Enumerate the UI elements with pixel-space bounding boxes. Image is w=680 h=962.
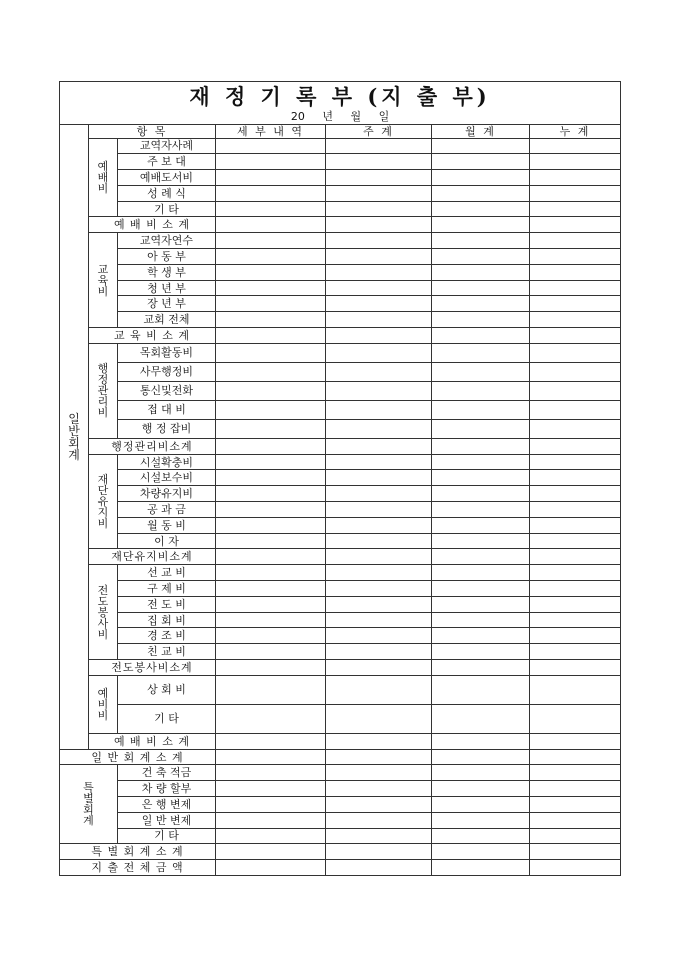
item-label: 선 교 비 — [118, 565, 216, 581]
amount-cell-cumulative[interactable] — [530, 470, 621, 486]
special-item-label: 건 축 적금 — [118, 765, 216, 781]
item-label: 통신및전화 — [118, 381, 216, 400]
amount-cell-detail[interactable] — [216, 581, 326, 597]
vertical-label — [89, 363, 117, 418]
amount-cell-cumulative[interactable] — [530, 844, 621, 860]
grand-total-label: 지 출 전 체 금 액 — [60, 860, 216, 876]
amount-cell-weekly[interactable] — [326, 812, 432, 828]
amount-cell-monthly[interactable] — [432, 733, 530, 749]
item-label: 친 교 비 — [118, 644, 216, 660]
amount-cell-weekly[interactable] — [326, 660, 432, 676]
amount-cell-detail[interactable] — [216, 280, 326, 296]
amount-cell-cumulative[interactable] — [530, 781, 621, 797]
amount-cell-detail[interactable] — [216, 486, 326, 502]
amount-cell-monthly[interactable] — [432, 185, 530, 201]
amount-cell-detail[interactable] — [216, 860, 326, 876]
vertical-label-char: 유 — [97, 495, 109, 509]
amount-cell-monthly[interactable] — [432, 781, 530, 797]
item-label: 성 례 식 — [118, 185, 216, 201]
amount-cell-weekly[interactable] — [326, 249, 432, 265]
amount-cell-monthly[interactable] — [432, 549, 530, 565]
vertical-label — [89, 585, 117, 640]
amount-cell-weekly[interactable] — [326, 438, 432, 454]
amount-cell-weekly[interactable] — [326, 781, 432, 797]
amount-cell-weekly[interactable] — [326, 533, 432, 549]
amount-cell-weekly[interactable] — [326, 312, 432, 328]
amount-cell-monthly[interactable] — [432, 596, 530, 612]
column-header-weekly: 주 계 — [326, 124, 432, 138]
amount-cell-weekly[interactable] — [326, 549, 432, 565]
amount-cell-cumulative[interactable] — [530, 486, 621, 502]
amount-cell-detail[interactable] — [216, 454, 326, 470]
subtotal-label-admin: 행정관리비소계 — [89, 438, 216, 454]
item-label: 행 정 잡비 — [118, 419, 216, 438]
amount-cell-detail[interactable] — [216, 596, 326, 612]
amount-cell-weekly[interactable] — [326, 565, 432, 581]
amount-cell-detail[interactable] — [216, 328, 326, 344]
amount-cell-detail[interactable] — [216, 438, 326, 454]
amount-cell-detail[interactable] — [216, 217, 326, 233]
amount-cell-cumulative[interactable] — [530, 312, 621, 328]
amount-cell-cumulative[interactable] — [530, 185, 621, 201]
amount-cell-cumulative[interactable] — [530, 280, 621, 296]
amount-cell-detail[interactable] — [216, 812, 326, 828]
amount-cell-cumulative[interactable] — [530, 565, 621, 581]
amount-cell-weekly[interactable] — [326, 343, 432, 362]
item-label: 집 회 비 — [118, 612, 216, 628]
item-label: 이 자 — [118, 533, 216, 549]
amount-cell-cumulative[interactable] — [530, 343, 621, 362]
amount-cell-monthly[interactable] — [432, 138, 530, 154]
amount-cell-detail[interactable] — [216, 201, 326, 217]
amount-cell-cumulative[interactable] — [530, 138, 621, 154]
vertical-label-char: 회 — [68, 435, 80, 450]
amount-cell-monthly[interactable] — [432, 343, 530, 362]
amount-cell-cumulative[interactable] — [530, 201, 621, 217]
special-account-total-label: 특 별 회 계 소 계 — [60, 844, 216, 860]
amount-cell-detail[interactable] — [216, 565, 326, 581]
item-label: 차량유지비 — [118, 486, 216, 502]
amount-cell-weekly[interactable] — [326, 628, 432, 644]
amount-cell-weekly[interactable] — [326, 844, 432, 860]
amount-cell-monthly[interactable] — [432, 797, 530, 813]
amount-cell-monthly[interactable] — [432, 844, 530, 860]
item-label: 장 년 부 — [118, 296, 216, 312]
vertical-label — [89, 161, 117, 194]
amount-cell-detail[interactable] — [216, 296, 326, 312]
item-label: 사무행정비 — [118, 362, 216, 381]
item-label: 공 과 금 — [118, 502, 216, 518]
amount-cell-cumulative[interactable] — [530, 733, 621, 749]
vertical-label-char: 예 — [97, 159, 109, 173]
item-label: 청 년 부 — [118, 280, 216, 296]
amount-cell-weekly[interactable] — [326, 502, 432, 518]
amount-cell-detail[interactable] — [216, 185, 326, 201]
amount-cell-weekly[interactable] — [326, 362, 432, 381]
amount-cell-cumulative[interactable] — [530, 233, 621, 249]
amount-cell-detail[interactable] — [216, 381, 326, 400]
group-label-education — [89, 233, 118, 328]
amount-cell-cumulative[interactable] — [530, 596, 621, 612]
amount-cell-cumulative[interactable] — [530, 797, 621, 813]
amount-cell-monthly[interactable] — [432, 749, 530, 765]
amount-cell-monthly[interactable] — [432, 612, 530, 628]
vertical-label-char: 반 — [68, 423, 80, 438]
amount-cell-detail[interactable] — [216, 749, 326, 765]
subtotal-label-mission: 전도봉사비소계 — [89, 660, 216, 676]
amount-cell-cumulative[interactable] — [530, 581, 621, 597]
vertical-label-char: 계 — [83, 814, 94, 828]
vertical-label-char: 특 — [83, 781, 94, 795]
amount-cell-cumulative[interactable] — [530, 249, 621, 265]
amount-cell-weekly[interactable] — [326, 454, 432, 470]
amount-cell-detail[interactable] — [216, 470, 326, 486]
amount-cell-detail[interactable] — [216, 533, 326, 549]
general-account-total-label: 일 반 회 계 소 계 — [60, 749, 216, 765]
amount-cell-weekly[interactable] — [326, 704, 432, 733]
amount-cell-cumulative[interactable] — [530, 381, 621, 400]
item-label: 교역자연수 — [118, 233, 216, 249]
amount-cell-weekly[interactable] — [326, 201, 432, 217]
item-label: 학 생 부 — [118, 264, 216, 280]
amount-cell-cumulative[interactable] — [530, 675, 621, 704]
amount-cell-detail[interactable] — [216, 704, 326, 733]
amount-cell-weekly[interactable] — [326, 828, 432, 844]
amount-cell-detail[interactable] — [216, 797, 326, 813]
amount-cell-cumulative[interactable] — [530, 328, 621, 344]
amount-cell-detail[interactable] — [216, 400, 326, 419]
amount-cell-monthly[interactable] — [432, 486, 530, 502]
item-label: 기 타 — [118, 201, 216, 217]
amount-cell-weekly[interactable] — [326, 470, 432, 486]
amount-cell-detail[interactable] — [216, 170, 326, 186]
amount-cell-detail[interactable] — [216, 733, 326, 749]
amount-cell-monthly[interactable] — [432, 233, 530, 249]
amount-cell-cumulative[interactable] — [530, 264, 621, 280]
vertical-label-char: 비 — [97, 708, 109, 722]
amount-cell-cumulative[interactable] — [530, 549, 621, 565]
amount-cell-monthly[interactable] — [432, 312, 530, 328]
item-label: 기 타 — [118, 704, 216, 733]
amount-cell-detail[interactable] — [216, 765, 326, 781]
amount-cell-monthly[interactable] — [432, 828, 530, 844]
vertical-label-char: 관 — [97, 384, 109, 398]
amount-cell-detail[interactable] — [216, 781, 326, 797]
item-label: 접 대 비 — [118, 400, 216, 419]
vertical-label — [60, 413, 88, 461]
vertical-label — [60, 782, 117, 826]
amount-cell-weekly[interactable] — [326, 328, 432, 344]
vertical-label-char: 도 — [97, 594, 109, 608]
amount-cell-cumulative[interactable] — [530, 517, 621, 533]
vertical-label-char: 비 — [97, 697, 109, 711]
vertical-label — [89, 688, 117, 721]
amount-cell-monthly[interactable] — [432, 328, 530, 344]
amount-cell-weekly[interactable] — [326, 154, 432, 170]
amount-cell-weekly[interactable] — [326, 581, 432, 597]
item-label: 상 회 비 — [118, 675, 216, 704]
item-label: 월 동 비 — [118, 517, 216, 533]
column-header-item: 항 목 — [89, 124, 216, 138]
amount-cell-weekly[interactable] — [326, 797, 432, 813]
amount-cell-cumulative[interactable] — [530, 765, 621, 781]
amount-cell-weekly[interactable] — [326, 419, 432, 438]
amount-cell-cumulative[interactable] — [530, 154, 621, 170]
item-label: 목회활동비 — [118, 343, 216, 362]
amount-cell-monthly[interactable] — [432, 438, 530, 454]
amount-cell-detail[interactable] — [216, 612, 326, 628]
amount-cell-detail[interactable] — [216, 249, 326, 265]
amount-cell-cumulative[interactable] — [530, 419, 621, 438]
ledger-table — [59, 81, 621, 876]
amount-cell-cumulative[interactable] — [530, 660, 621, 676]
special-account-label — [60, 765, 118, 844]
amount-cell-detail[interactable] — [216, 138, 326, 154]
vertical-label-char: 정 — [97, 373, 109, 387]
vertical-label-char: 일 — [68, 411, 80, 426]
item-label: 전 도 비 — [118, 596, 216, 612]
amount-cell-monthly[interactable] — [432, 533, 530, 549]
vertical-label-char: 예 — [97, 686, 109, 700]
vertical-label-char: 사 — [97, 616, 109, 630]
vertical-label — [89, 474, 117, 529]
amount-cell-cumulative[interactable] — [530, 812, 621, 828]
amount-cell-detail[interactable] — [216, 828, 326, 844]
amount-cell-detail[interactable] — [216, 419, 326, 438]
amount-cell-monthly[interactable] — [432, 675, 530, 704]
amount-cell-cumulative[interactable] — [530, 749, 621, 765]
amount-cell-monthly[interactable] — [432, 264, 530, 280]
amount-cell-cumulative[interactable] — [530, 362, 621, 381]
amount-cell-cumulative[interactable] — [530, 438, 621, 454]
vertical-label-char: 교 — [97, 262, 109, 276]
subtotal-label-reserve: 예 배 비 소 계 — [89, 733, 216, 749]
amount-cell-weekly[interactable] — [326, 612, 432, 628]
vertical-label-char: 별 — [83, 792, 94, 806]
amount-cell-monthly[interactable] — [432, 362, 530, 381]
amount-cell-weekly[interactable] — [326, 217, 432, 233]
amount-cell-weekly[interactable] — [326, 860, 432, 876]
amount-cell-monthly[interactable] — [432, 812, 530, 828]
group-label-admin — [89, 343, 118, 438]
amount-cell-monthly[interactable] — [432, 400, 530, 419]
amount-cell-weekly[interactable] — [326, 596, 432, 612]
amount-cell-monthly[interactable] — [432, 419, 530, 438]
vertical-label-char: 회 — [83, 803, 94, 817]
amount-cell-weekly[interactable] — [326, 765, 432, 781]
amount-cell-detail[interactable] — [216, 549, 326, 565]
vertical-label-char: 전 — [97, 583, 109, 597]
item-label: 아 동 부 — [118, 249, 216, 265]
amount-cell-weekly[interactable] — [326, 675, 432, 704]
amount-cell-weekly[interactable] — [326, 233, 432, 249]
item-label: 주 보 대 — [118, 154, 216, 170]
vertical-label-char: 지 — [97, 506, 109, 520]
vertical-label-char: 재 — [97, 473, 109, 487]
vertical-label-char: 리 — [97, 395, 109, 409]
amount-cell-monthly[interactable] — [432, 628, 530, 644]
column-header-cumulative: 누 계 — [530, 124, 621, 138]
vertical-label-char: 행 — [97, 362, 109, 376]
amount-cell-monthly[interactable] — [432, 201, 530, 217]
date-line: 20 년 월 일 — [60, 110, 621, 124]
item-label: 구 제 비 — [118, 581, 216, 597]
amount-cell-detail[interactable] — [216, 154, 326, 170]
amount-cell-monthly[interactable] — [432, 704, 530, 733]
amount-cell-cumulative[interactable] — [530, 704, 621, 733]
amount-cell-monthly[interactable] — [432, 581, 530, 597]
amount-cell-weekly[interactable] — [326, 138, 432, 154]
amount-cell-weekly[interactable] — [326, 296, 432, 312]
vertical-label-char: 봉 — [97, 605, 109, 619]
vertical-label-char: 육 — [97, 273, 109, 287]
item-label: 예배도서비 — [118, 170, 216, 186]
amount-cell-monthly[interactable] — [432, 296, 530, 312]
amount-cell-weekly[interactable] — [326, 749, 432, 765]
general-account-label — [60, 124, 89, 749]
column-header-detail: 세 부 내 역 — [216, 124, 326, 138]
group-label-reserve — [89, 675, 118, 733]
amount-cell-detail[interactable] — [216, 675, 326, 704]
vertical-label-char: 배 — [97, 170, 109, 184]
amount-cell-cumulative[interactable] — [530, 828, 621, 844]
amount-cell-monthly[interactable] — [432, 660, 530, 676]
amount-cell-detail[interactable] — [216, 264, 326, 280]
item-label: 시설보수비 — [118, 470, 216, 486]
amount-cell-monthly[interactable] — [432, 517, 530, 533]
vertical-label-char: 비 — [97, 181, 109, 195]
vertical-label-char: 비 — [97, 627, 109, 641]
amount-cell-weekly[interactable] — [326, 644, 432, 660]
amount-cell-weekly[interactable] — [326, 733, 432, 749]
item-label: 경 조 비 — [118, 628, 216, 644]
amount-cell-cumulative[interactable] — [530, 400, 621, 419]
page-title: 재 정 기 록 부 (지 출 부) — [60, 82, 621, 111]
amount-cell-monthly[interactable] — [432, 470, 530, 486]
amount-cell-monthly[interactable] — [432, 280, 530, 296]
amount-cell-monthly[interactable] — [432, 644, 530, 660]
amount-cell-cumulative[interactable] — [530, 644, 621, 660]
amount-cell-weekly[interactable] — [326, 381, 432, 400]
subtotal-label-education: 교 육 비 소 계 — [89, 328, 216, 344]
group-label-mission — [89, 565, 118, 660]
amount-cell-weekly[interactable] — [326, 264, 432, 280]
amount-cell-detail[interactable] — [216, 628, 326, 644]
vertical-label — [89, 264, 117, 297]
amount-cell-detail[interactable] — [216, 644, 326, 660]
amount-cell-detail[interactable] — [216, 517, 326, 533]
amount-cell-weekly[interactable] — [326, 486, 432, 502]
amount-cell-monthly[interactable] — [432, 217, 530, 233]
amount-cell-weekly[interactable] — [326, 280, 432, 296]
special-item-label: 기 타 — [118, 828, 216, 844]
amount-cell-monthly[interactable] — [432, 381, 530, 400]
amount-cell-cumulative[interactable] — [530, 217, 621, 233]
amount-cell-detail[interactable] — [216, 343, 326, 362]
amount-cell-monthly[interactable] — [432, 249, 530, 265]
amount-cell-cumulative[interactable] — [530, 612, 621, 628]
amount-cell-monthly[interactable] — [432, 154, 530, 170]
item-label: 교역자사례 — [118, 138, 216, 154]
amount-cell-detail[interactable] — [216, 312, 326, 328]
amount-cell-detail[interactable] — [216, 844, 326, 860]
amount-cell-monthly[interactable] — [432, 454, 530, 470]
group-label-foundation — [89, 454, 118, 549]
group-label-worship — [89, 138, 118, 217]
amount-cell-monthly[interactable] — [432, 565, 530, 581]
amount-cell-cumulative[interactable] — [530, 628, 621, 644]
amount-cell-cumulative[interactable] — [530, 860, 621, 876]
vertical-label-char: 비 — [97, 284, 109, 298]
subtotal-label-foundation: 재단유지비소계 — [89, 549, 216, 565]
subtotal-label-worship: 예 배 비 소 계 — [89, 217, 216, 233]
vertical-label-char: 단 — [97, 484, 109, 498]
amount-cell-cumulative[interactable] — [530, 502, 621, 518]
item-label: 교회 전체 — [118, 312, 216, 328]
amount-cell-cumulative[interactable] — [530, 296, 621, 312]
amount-cell-weekly[interactable] — [326, 170, 432, 186]
special-item-label: 차 량 할부 — [118, 781, 216, 797]
item-label: 시설확충비 — [118, 454, 216, 470]
amount-cell-detail[interactable] — [216, 660, 326, 676]
amount-cell-weekly[interactable] — [326, 400, 432, 419]
amount-cell-weekly[interactable] — [326, 185, 432, 201]
special-item-label: 일 반 변제 — [118, 812, 216, 828]
amount-cell-weekly[interactable] — [326, 517, 432, 533]
column-header-monthly: 월 계 — [432, 124, 530, 138]
amount-cell-detail[interactable] — [216, 362, 326, 381]
amount-cell-monthly[interactable] — [432, 170, 530, 186]
vertical-label-char: 비 — [97, 517, 109, 531]
amount-cell-cumulative[interactable] — [530, 170, 621, 186]
amount-cell-cumulative[interactable] — [530, 454, 621, 470]
vertical-label-char: 계 — [68, 447, 80, 462]
amount-cell-monthly[interactable] — [432, 860, 530, 876]
special-item-label: 은 행 변제 — [118, 797, 216, 813]
amount-cell-detail[interactable] — [216, 233, 326, 249]
amount-cell-monthly[interactable] — [432, 765, 530, 781]
amount-cell-cumulative[interactable] — [530, 533, 621, 549]
vertical-label-char: 비 — [97, 406, 109, 420]
amount-cell-detail[interactable] — [216, 502, 326, 518]
amount-cell-monthly[interactable] — [432, 502, 530, 518]
